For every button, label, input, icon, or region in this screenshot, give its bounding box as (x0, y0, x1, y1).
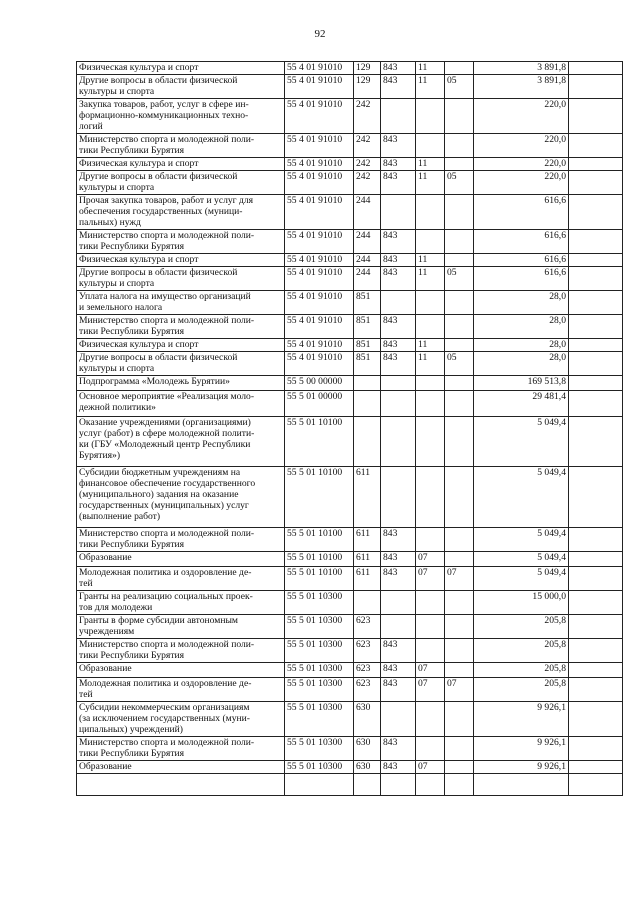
row-subsection (445, 663, 474, 678)
table-row (77, 158, 623, 171)
row-ministry-code (381, 615, 416, 639)
row-amount: 220,0 (474, 99, 569, 134)
row-empty-cell (569, 230, 623, 254)
row-expense-type: 244 (354, 195, 381, 230)
row-ministry-code (381, 702, 416, 737)
row-section (416, 376, 445, 391)
row-section (416, 195, 445, 230)
row-section: 07 (416, 678, 445, 702)
row-expense-type: 242 (354, 171, 381, 195)
table-row (77, 254, 623, 267)
row-ministry-code (381, 99, 416, 134)
row-subsection (445, 315, 474, 339)
row-code: 55 5 01 10100 (285, 417, 354, 467)
row-amount: 5 049,4 (474, 467, 569, 528)
row-subsection (445, 134, 474, 158)
row-section: 11 (416, 339, 445, 352)
row-code: 55 4 01 91010 (285, 352, 354, 376)
row-expense-type: 623 (354, 615, 381, 639)
row-section: 11 (416, 352, 445, 376)
row-amount: 9 926,1 (474, 737, 569, 761)
row-code: 55 5 01 10100 (285, 467, 354, 528)
row-subsection (445, 467, 474, 528)
row-ministry-code (381, 195, 416, 230)
row-ministry-code: 843 (381, 267, 416, 291)
table-row (77, 134, 623, 158)
row-ministry-code (381, 391, 416, 417)
row-empty-cell (569, 591, 623, 615)
row-expense-type: 244 (354, 230, 381, 254)
row-subsection: 05 (445, 171, 474, 195)
row-subsection (445, 639, 474, 663)
row-name: Физическая культура и спорт (77, 158, 285, 171)
row-amount: 205,8 (474, 663, 569, 678)
row-ministry-code: 843 (381, 678, 416, 702)
row-section: 07 (416, 552, 445, 567)
row-section: 11 (416, 62, 445, 75)
row-name: Образование (77, 552, 285, 567)
table-row (77, 774, 623, 796)
row-empty-cell (569, 267, 623, 291)
row-empty-cell (569, 567, 623, 591)
row-amount: 616,6 (474, 254, 569, 267)
row-amount: 28,0 (474, 352, 569, 376)
row-section (416, 291, 445, 315)
row-name: Другие вопросы в области физической культуры и спорта (77, 171, 285, 195)
row-subsection: 05 (445, 352, 474, 376)
row-code: 55 5 01 10100 (285, 528, 354, 552)
row-amount: 5 049,4 (474, 417, 569, 467)
row-expense-type: 623 (354, 678, 381, 702)
row-ministry-code: 843 (381, 639, 416, 663)
row-name (77, 774, 285, 796)
row-subsection (445, 737, 474, 761)
row-ministry-code (381, 467, 416, 528)
row-subsection (445, 774, 474, 796)
row-amount: 220,0 (474, 134, 569, 158)
row-subsection (445, 615, 474, 639)
row-name: Физическая культура и спорт (77, 339, 285, 352)
row-ministry-code: 843 (381, 171, 416, 195)
row-name: Основное мероприятие «Реализация моло- дежной политики» (77, 391, 285, 417)
row-amount: 3 891,8 (474, 75, 569, 99)
row-empty-cell (569, 528, 623, 552)
row-empty-cell (569, 639, 623, 663)
row-section (416, 467, 445, 528)
row-expense-type: 630 (354, 737, 381, 761)
row-amount: 15 000,0 (474, 591, 569, 615)
row-code: 55 4 01 91010 (285, 134, 354, 158)
row-subsection (445, 391, 474, 417)
table-row (77, 171, 623, 195)
row-amount: 205,8 (474, 678, 569, 702)
row-amount: 220,0 (474, 171, 569, 195)
row-name: Гранты в форме субсидии автономным учреждениям (77, 615, 285, 639)
row-name: Министерство спорта и молодежной поли- тики Республики Бурятия (77, 134, 285, 158)
row-section (416, 134, 445, 158)
table-row (77, 615, 623, 639)
row-ministry-code: 843 (381, 315, 416, 339)
row-empty-cell (569, 774, 623, 796)
row-expense-type: 623 (354, 663, 381, 678)
row-empty-cell (569, 195, 623, 230)
row-ministry-code (381, 417, 416, 467)
row-amount: 28,0 (474, 339, 569, 352)
row-amount: 9 926,1 (474, 761, 569, 774)
row-subsection: 05 (445, 75, 474, 99)
row-amount: 205,8 (474, 615, 569, 639)
row-empty-cell (569, 254, 623, 267)
row-expense-type: 129 (354, 62, 381, 75)
row-code: 55 4 01 91010 (285, 75, 354, 99)
row-section (416, 391, 445, 417)
row-empty-cell (569, 467, 623, 528)
table-row (77, 567, 623, 591)
row-subsection (445, 552, 474, 567)
row-ministry-code (381, 376, 416, 391)
table-row (77, 352, 623, 376)
row-code: 55 5 01 10300 (285, 639, 354, 663)
row-code: 55 5 01 10100 (285, 552, 354, 567)
table-row (77, 267, 623, 291)
table-row (77, 339, 623, 352)
row-name: Образование (77, 761, 285, 774)
row-ministry-code: 843 (381, 761, 416, 774)
row-section (416, 702, 445, 737)
table-row (77, 75, 623, 99)
row-subsection (445, 417, 474, 467)
row-empty-cell (569, 761, 623, 774)
row-name: Прочая закупка товаров, работ и услуг для обеспечения государственных (муници- пальных) нужд (77, 195, 285, 230)
budget-table (76, 61, 623, 796)
row-subsection (445, 339, 474, 352)
row-amount: 29 481,4 (474, 391, 569, 417)
row-expense-type: 851 (354, 352, 381, 376)
row-code: 55 4 01 91010 (285, 158, 354, 171)
table-row (77, 467, 623, 528)
row-empty-cell (569, 291, 623, 315)
row-name: Физическая культура и спорт (77, 62, 285, 75)
row-amount: 5 049,4 (474, 528, 569, 552)
row-expense-type (354, 417, 381, 467)
budget-table-body (77, 62, 623, 796)
table-row (77, 417, 623, 467)
row-name: Оказание учреждениями (организациями) услуг (работ) в сфере молодежной полити- ки (ГБУ «Молодежный центр Республики Бурятия») (77, 417, 285, 467)
row-expense-type: 242 (354, 99, 381, 134)
row-subsection (445, 702, 474, 737)
row-empty-cell (569, 552, 623, 567)
row-name: Другие вопросы в области физической культуры и спорта (77, 267, 285, 291)
row-expense-type: 851 (354, 339, 381, 352)
row-amount (474, 774, 569, 796)
row-name: Молодежная политика и оздоровление де- тей (77, 678, 285, 702)
row-expense-type (354, 376, 381, 391)
row-section (416, 528, 445, 552)
row-ministry-code: 843 (381, 134, 416, 158)
row-amount: 5 049,4 (474, 552, 569, 567)
row-expense-type: 630 (354, 761, 381, 774)
row-code: 55 4 01 91010 (285, 62, 354, 75)
row-empty-cell (569, 134, 623, 158)
table-row (77, 315, 623, 339)
row-code: 55 4 01 91010 (285, 230, 354, 254)
row-name: Министерство спорта и молодежной поли- тики Республики Бурятия (77, 315, 285, 339)
row-empty-cell (569, 663, 623, 678)
row-name: Министерство спорта и молодежной поли- тики Республики Бурятия (77, 737, 285, 761)
row-empty-cell (569, 678, 623, 702)
table-row (77, 528, 623, 552)
table-row (77, 99, 623, 134)
row-section (416, 639, 445, 663)
row-expense-type: 129 (354, 75, 381, 99)
row-empty-cell (569, 158, 623, 171)
row-section: 11 (416, 158, 445, 171)
row-section (416, 737, 445, 761)
row-ministry-code: 843 (381, 254, 416, 267)
table-row (77, 62, 623, 75)
row-code: 55 4 01 91010 (285, 291, 354, 315)
row-section (416, 99, 445, 134)
row-expense-type (354, 591, 381, 615)
page-number: 92 (314, 28, 326, 40)
row-expense-type (354, 774, 381, 796)
row-subsection (445, 291, 474, 315)
row-empty-cell (569, 352, 623, 376)
row-ministry-code: 843 (381, 663, 416, 678)
row-subsection (445, 230, 474, 254)
row-code: 55 4 01 91010 (285, 195, 354, 230)
row-ministry-code: 843 (381, 62, 416, 75)
row-name: Министерство спорта и молодежной поли- тики Республики Бурятия (77, 528, 285, 552)
row-empty-cell (569, 171, 623, 195)
row-empty-cell (569, 615, 623, 639)
row-amount: 3 891,8 (474, 62, 569, 75)
row-expense-type: 611 (354, 467, 381, 528)
row-expense-type: 611 (354, 528, 381, 552)
row-section (416, 591, 445, 615)
row-section: 11 (416, 75, 445, 99)
row-subsection: 07 (445, 678, 474, 702)
row-subsection: 07 (445, 567, 474, 591)
row-section (416, 230, 445, 254)
row-code: 55 5 01 10300 (285, 761, 354, 774)
row-subsection: 05 (445, 267, 474, 291)
row-code: 55 5 01 10300 (285, 737, 354, 761)
table-row (77, 552, 623, 567)
row-expense-type (354, 391, 381, 417)
row-section (416, 417, 445, 467)
table-row (77, 376, 623, 391)
table-row (77, 230, 623, 254)
row-ministry-code: 843 (381, 158, 416, 171)
row-empty-cell (569, 702, 623, 737)
row-empty-cell (569, 75, 623, 99)
row-code: 55 5 01 10300 (285, 591, 354, 615)
row-name: Другие вопросы в области физической культуры и спорта (77, 75, 285, 99)
row-expense-type: 623 (354, 639, 381, 663)
row-expense-type: 244 (354, 254, 381, 267)
row-amount: 28,0 (474, 291, 569, 315)
row-amount: 169 513,8 (474, 376, 569, 391)
row-expense-type: 851 (354, 291, 381, 315)
row-empty-cell (569, 391, 623, 417)
row-code: 55 5 01 10100 (285, 567, 354, 591)
row-ministry-code: 843 (381, 737, 416, 761)
row-amount: 28,0 (474, 315, 569, 339)
row-expense-type: 851 (354, 315, 381, 339)
row-expense-type: 242 (354, 158, 381, 171)
row-name: Уплата налога на имущество организаций и земельного налога (77, 291, 285, 315)
row-code: 55 4 01 91010 (285, 315, 354, 339)
table-row (77, 591, 623, 615)
row-code (285, 774, 354, 796)
row-ministry-code: 843 (381, 528, 416, 552)
row-name: Подпрограмма «Молодежь Бурятии» (77, 376, 285, 391)
row-empty-cell (569, 376, 623, 391)
row-code: 55 4 01 91010 (285, 99, 354, 134)
row-empty-cell (569, 417, 623, 467)
row-name: Физическая культура и спорт (77, 254, 285, 267)
row-amount: 220,0 (474, 158, 569, 171)
row-empty-cell (569, 315, 623, 339)
row-section: 11 (416, 267, 445, 291)
row-code: 55 5 01 10300 (285, 702, 354, 737)
row-expense-type: 611 (354, 567, 381, 591)
row-ministry-code: 843 (381, 567, 416, 591)
row-name: Субсидии некоммерческим организациям (за исключением государственных (муни- ципальных) учреждений) (77, 702, 285, 737)
row-subsection (445, 195, 474, 230)
table-row (77, 195, 623, 230)
row-ministry-code (381, 591, 416, 615)
row-empty-cell (569, 339, 623, 352)
row-subsection (445, 761, 474, 774)
row-section: 07 (416, 567, 445, 591)
row-name: Другие вопросы в области физической культуры и спорта (77, 352, 285, 376)
row-subsection (445, 158, 474, 171)
row-name: Закупка товаров, работ, услуг в сфере ин- формационно-коммуникационных техно- логий (77, 99, 285, 134)
row-expense-type: 244 (354, 267, 381, 291)
row-subsection (445, 376, 474, 391)
row-empty-cell (569, 62, 623, 75)
row-expense-type: 242 (354, 134, 381, 158)
row-ministry-code: 843 (381, 352, 416, 376)
row-subsection (445, 99, 474, 134)
row-subsection (445, 528, 474, 552)
row-amount: 616,6 (474, 195, 569, 230)
row-subsection (445, 591, 474, 615)
row-section: 11 (416, 171, 445, 195)
table-row (77, 639, 623, 663)
row-section: 07 (416, 761, 445, 774)
row-ministry-code: 843 (381, 75, 416, 99)
row-empty-cell (569, 737, 623, 761)
table-row (77, 737, 623, 761)
row-name: Образование (77, 663, 285, 678)
row-expense-type: 630 (354, 702, 381, 737)
table-row (77, 761, 623, 774)
row-section (416, 615, 445, 639)
row-code: 55 5 01 10300 (285, 615, 354, 639)
row-code: 55 4 01 91010 (285, 339, 354, 352)
row-code: 55 5 01 10300 (285, 663, 354, 678)
row-name: Субсидии бюджетным учреждениям на финансовое обеспечение государственного (муниципального) задания на оказание государственных (муниципальных) услуг (выполнение работ) (77, 467, 285, 528)
row-ministry-code (381, 291, 416, 315)
row-code: 55 5 01 10300 (285, 678, 354, 702)
table-row (77, 663, 623, 678)
row-name: Гранты на реализацию социальных проек- тов для молодежи (77, 591, 285, 615)
row-section: 11 (416, 254, 445, 267)
row-code: 55 4 01 91010 (285, 267, 354, 291)
row-ministry-code (381, 774, 416, 796)
row-amount: 616,6 (474, 230, 569, 254)
row-code: 55 4 01 91010 (285, 254, 354, 267)
row-amount: 5 049,4 (474, 567, 569, 591)
row-name: Министерство спорта и молодежной поли- тики Республики Бурятия (77, 230, 285, 254)
table-row (77, 678, 623, 702)
row-name: Министерство спорта и молодежной поли- тики Республики Бурятия (77, 639, 285, 663)
row-section (416, 315, 445, 339)
row-code: 55 4 01 91010 (285, 171, 354, 195)
table-row (77, 291, 623, 315)
table-row (77, 391, 623, 417)
row-code: 55 5 00 00000 (285, 376, 354, 391)
row-section (416, 774, 445, 796)
row-subsection (445, 254, 474, 267)
row-amount: 9 926,1 (474, 702, 569, 737)
row-ministry-code: 843 (381, 230, 416, 254)
row-empty-cell (569, 99, 623, 134)
row-subsection (445, 62, 474, 75)
row-name: Молодежная политика и оздоровление де- тей (77, 567, 285, 591)
row-amount: 616,6 (474, 267, 569, 291)
row-code: 55 5 01 00000 (285, 391, 354, 417)
row-ministry-code: 843 (381, 339, 416, 352)
row-amount: 205,8 (474, 639, 569, 663)
table-row (77, 702, 623, 737)
row-expense-type: 611 (354, 552, 381, 567)
row-section: 07 (416, 663, 445, 678)
row-ministry-code: 843 (381, 552, 416, 567)
